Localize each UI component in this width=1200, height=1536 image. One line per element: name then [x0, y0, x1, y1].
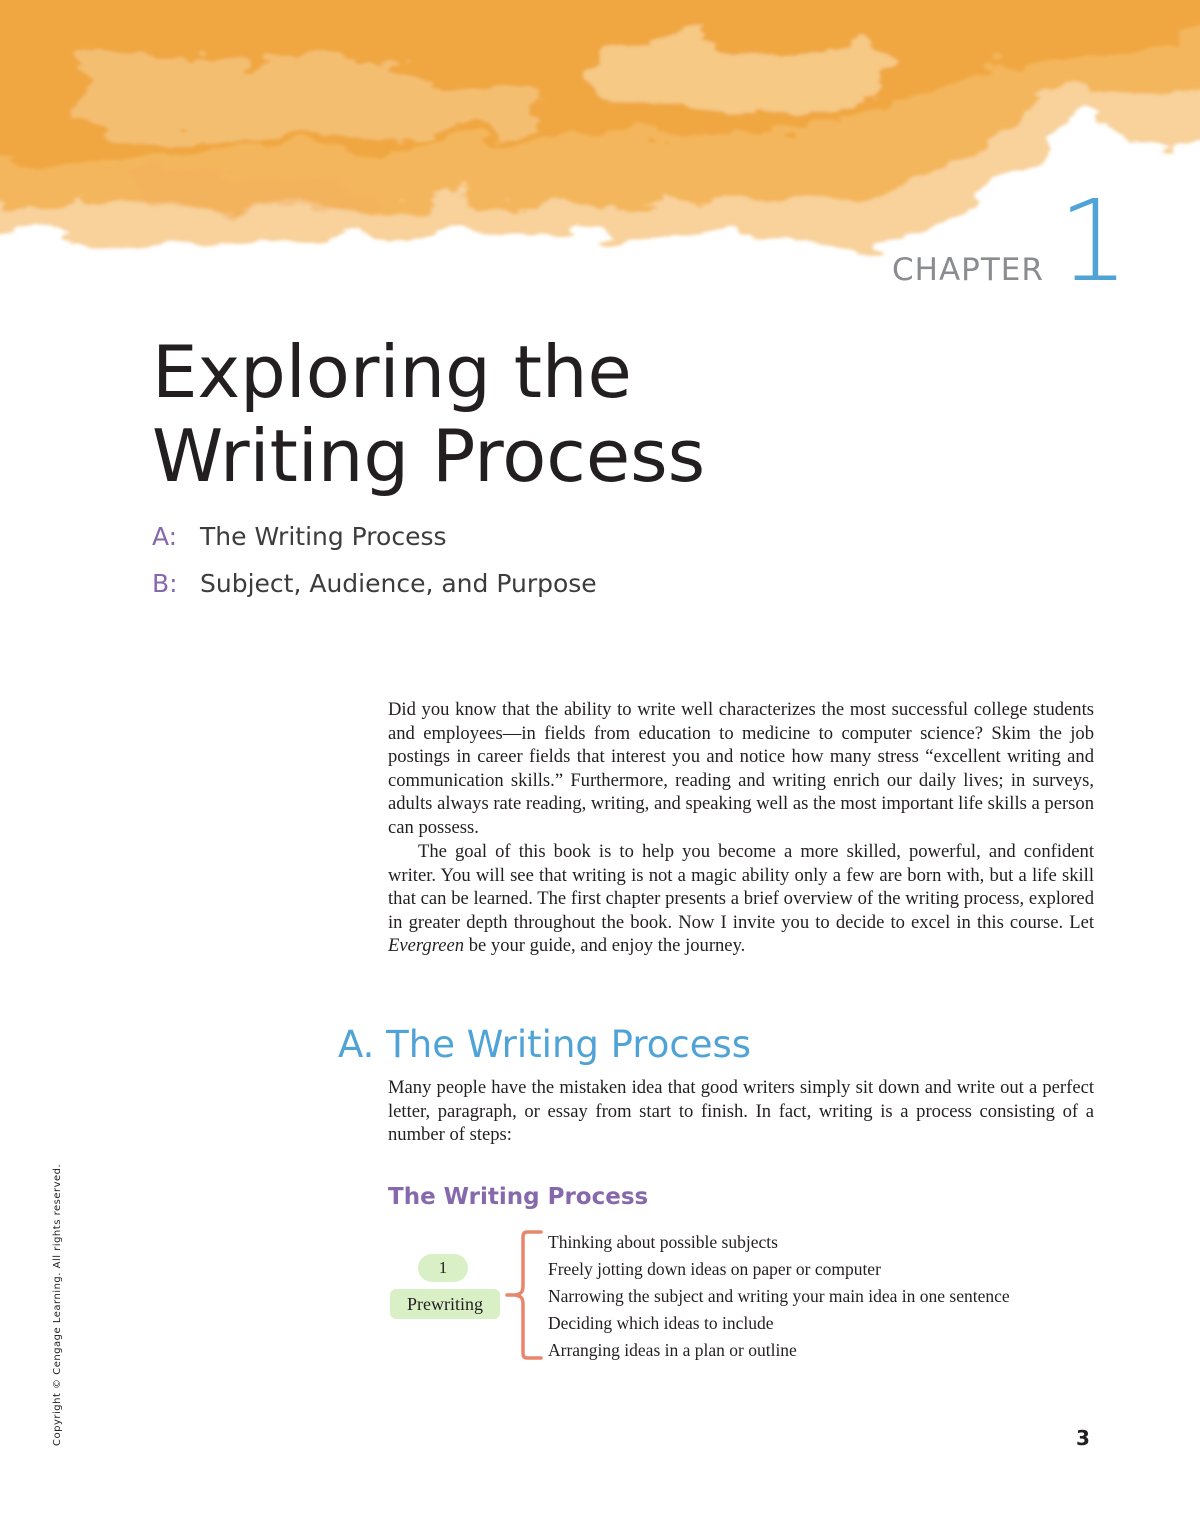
- step-name-prewriting: Prewriting: [390, 1289, 500, 1319]
- list-item: Freely jotting down ideas on paper or computer: [548, 1259, 881, 1279]
- outline-letter: B:: [152, 569, 178, 598]
- chapter-title: [152, 330, 705, 498]
- page-number: 3: [1076, 1426, 1090, 1450]
- chapter-title-line-1: Exploring the: [152, 330, 632, 414]
- intro-paragraph-2: [388, 840, 1094, 958]
- intro-paragraph-2-text: The goal of this book is to help you become a more skilled, powerful, and confident writer. You will see that writing is not a magic ability only a few are born with, but a life skill that can be learned. The first chapter presents a brief overview of the writing process, explored in greater depth throughout the book. Now I invite you to decide to excel in this course. Let: [388, 841, 1094, 933]
- chapter-outline: [152, 520, 597, 614]
- list-item: Narrowing the subject and writing your main idea in one sentence: [548, 1286, 1010, 1306]
- list-item: Arranging ideas in a plan or outline: [548, 1340, 797, 1360]
- list-item: Thinking about possible subjects: [548, 1232, 778, 1252]
- outline-item-a[interactable]: [152, 520, 597, 567]
- chapter-number: 1: [1058, 177, 1130, 307]
- intro-paragraph-1: Did you know that the ability to write well characterizes the most successful college students and employees—in fields from education to medicine to computer science? Skim the job postings in career fields that interest you and notice how many stress “excellent writing and communication skills.” Furthermore, reading and writing enrich our daily lives; in surveys, adults always rate reading, writing, and speaking well as the most important life skills a person can possess.: [388, 699, 1094, 838]
- step-number-badge: 1: [418, 1254, 468, 1282]
- outline-letter: A:: [152, 522, 178, 551]
- copyright-notice: Copyright © Cengage Learning. All rights reserved.: [52, 1163, 63, 1446]
- prewriting-steps-list: [548, 1229, 1010, 1364]
- outline-item-b[interactable]: [152, 567, 597, 614]
- curly-bracket-icon: [503, 1230, 545, 1360]
- outline-text: Subject, Audience, and Purpose: [200, 569, 597, 598]
- section-a-paragraph: Many people have the mistaken idea that good writers simply sit down and write out a perfect letter, paragraph, or essay from start to finish. In fact, writing is a process consisting of a number of steps:: [388, 1077, 1094, 1145]
- book-title-evergreen: Evergreen: [388, 935, 465, 956]
- intro-paragraph-2-end: be your guide, and enjoy the journey.: [464, 935, 746, 956]
- chapter-title-line-2: Writing Process: [152, 414, 706, 498]
- outline-text: The Writing Process: [200, 522, 447, 551]
- section-a-heading: A. The Writing Process: [338, 1023, 752, 1066]
- chapter-label: CHAPTER: [892, 252, 1044, 288]
- list-item: Deciding which ideas to include: [548, 1313, 774, 1333]
- figure-title: The Writing Process: [388, 1184, 649, 1210]
